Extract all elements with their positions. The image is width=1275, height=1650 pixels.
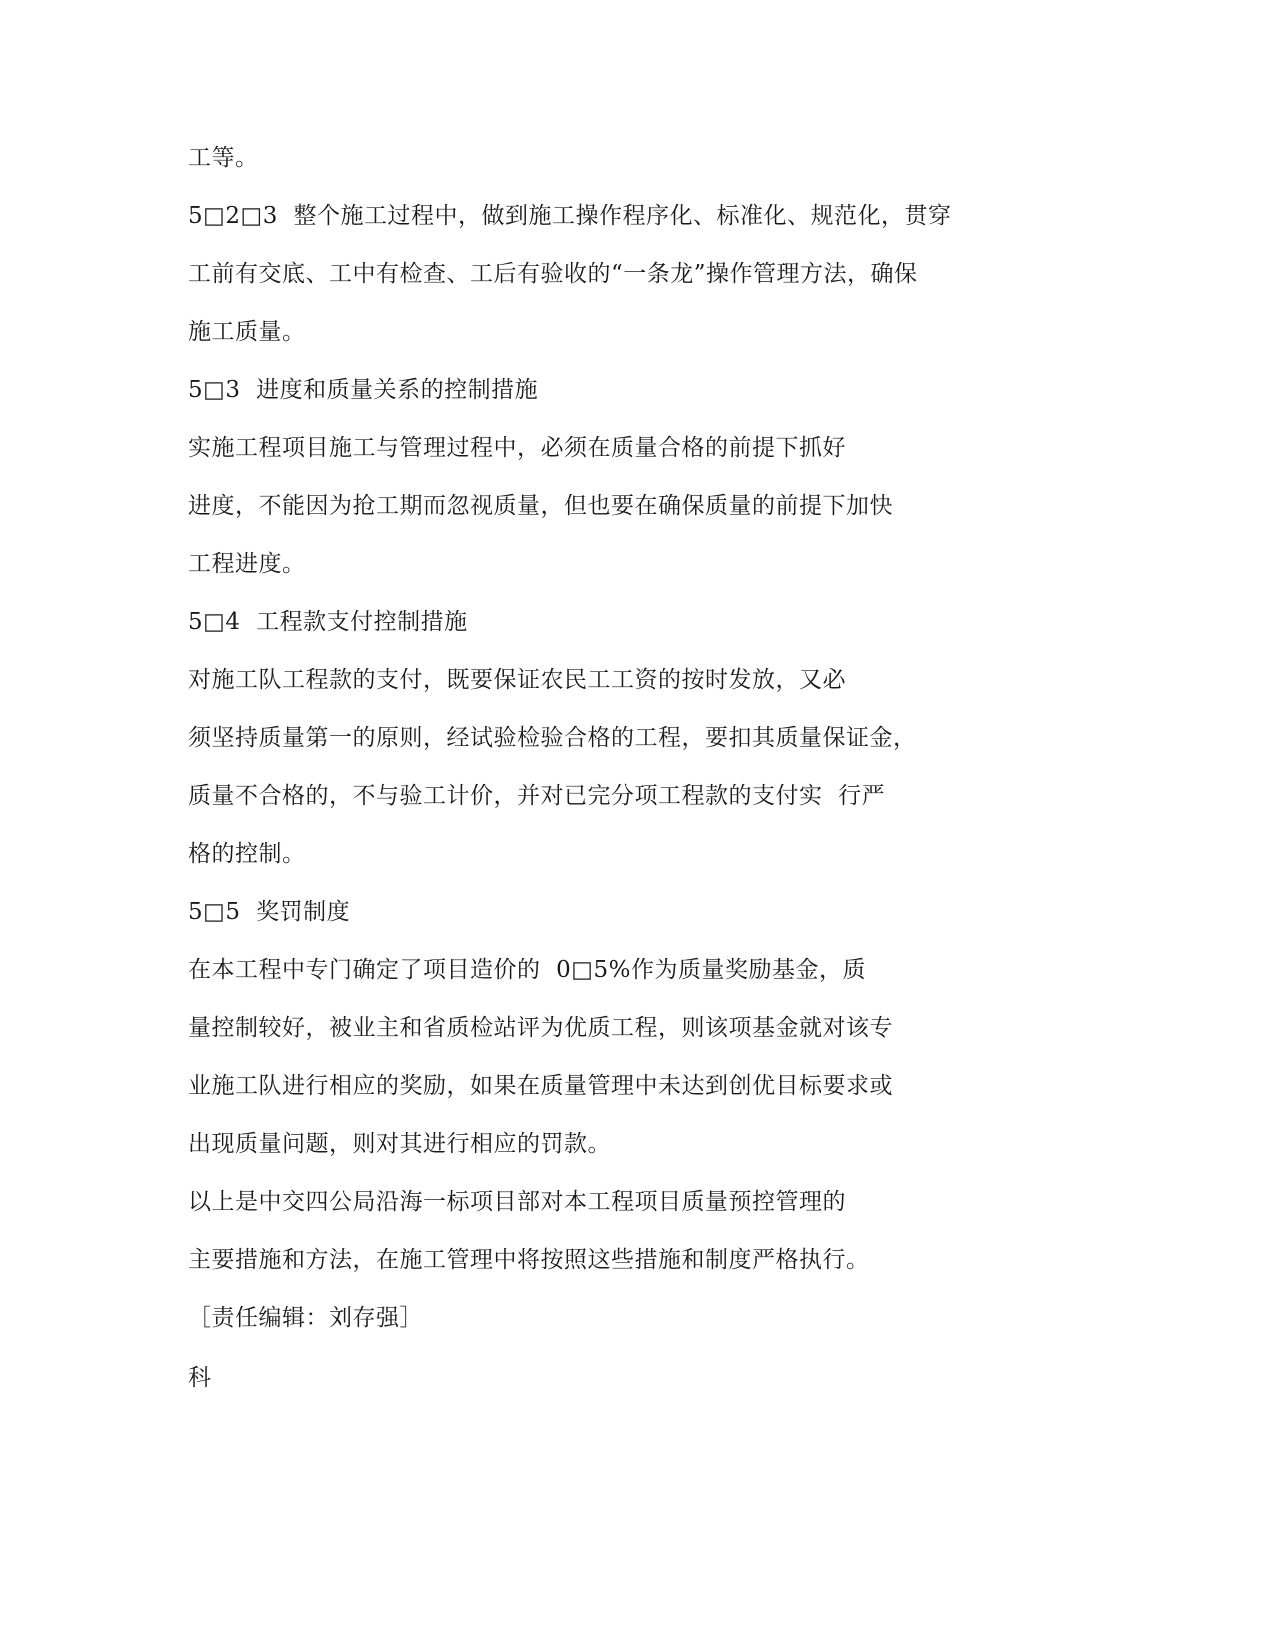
text-line: 工前有交底、工中有检查、工后有验收的“一条龙”操作管理方法，确保	[188, 261, 918, 287]
text-line: 量控制较好，被业主和省质检站评为优质工程，则该项基金就对该专	[188, 1015, 893, 1041]
editor-credit: ［责任编辑：刘存强］	[188, 1305, 423, 1331]
text-line: 在本工程中专门确定了项目造价的 0□5%作为质量奖励基金，质	[188, 957, 866, 983]
text-line: 质量不合格的，不与验工计价，并对已完分项工程款的支付实 行严	[188, 783, 886, 809]
text-line: 施工质量。	[188, 319, 306, 345]
text-line: 工程进度。	[188, 551, 306, 577]
text-line: 出现质量问题，则对其进行相应的罚款。	[188, 1131, 611, 1157]
text-line: 科	[188, 1365, 212, 1391]
section-5-3-heading: 5□3 进度和质量关系的控制措施	[188, 377, 539, 403]
section-5-4-heading: 5□4 工程款支付控制措施	[188, 609, 468, 635]
text-line: 业施工队进行相应的奖励，如果在质量管理中未达到创优目标要求或	[188, 1073, 893, 1099]
text-line: 进度，不能因为抢工期而忽视质量，但也要在确保质量的前提下加快	[188, 493, 893, 519]
text-line: 对施工队工程款的支付，既要保证农民工工资的按时发放，又必	[188, 667, 846, 693]
section-5-2-3-text: 5□2□3 整个施工过程中，做到施工操作程序化、标准化、规范化，贯穿	[188, 203, 952, 229]
text-line: 须坚持质量第一的原则，经试验检验合格的工程，要扣其质量保证金，	[188, 725, 917, 751]
text-line: 以上是中交四公局沿海一标项目部对本工程项目质量预控管理的	[188, 1189, 846, 1215]
text-line: 格的控制。	[188, 841, 306, 867]
text-line: 实施工程项目施工与管理过程中，必须在质量合格的前提下抓好	[188, 435, 846, 461]
text-line: 主要措施和方法，在施工管理中将按照这些措施和制度严格执行。	[188, 1247, 870, 1273]
section-5-5-heading: 5□5 奖罚制度	[188, 899, 351, 925]
text-line: 工等。	[188, 145, 259, 171]
